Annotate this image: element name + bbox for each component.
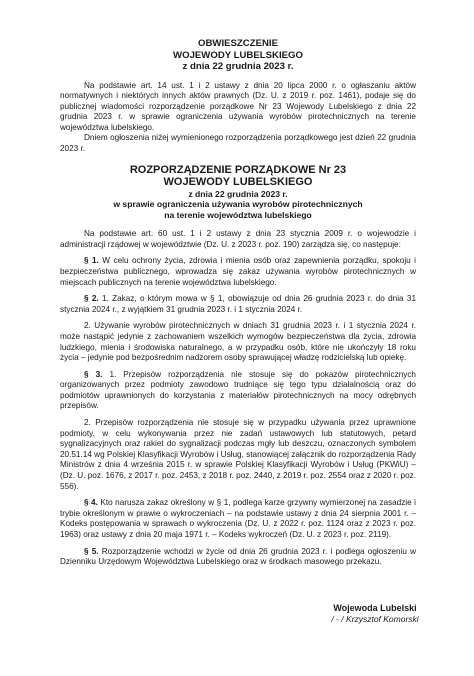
regulation-issuer: WOJEWODY LUBELSKIEGO [163,176,313,189]
regulation-date: z dnia 22 grudnia 2023 r. [188,188,288,199]
section-3-point-2: 2. Przepisów rozporządzenia nie stosuje się w przypadku używania przez uprawnione podmioty, w celu wykonywania przez nie zadań ustawowych lub statutowych, petard sygnalizacyjnych oraz rakiet do sygnalizacji podczas mgły lub deszczu, oznaczonych symbolem 20.51.14 wg Polskiej Klasyfikacji Wyrobów i Usług, stanowiącej załącznik do rozporządzenia Rady Ministrów z dnia 4 września 2015 r. w sprawie Polskiej Klasyfikacji Wyrobów i Usług (PKWiU) – (Dz. U. poz. 1676, z 2017 r. poz. 2453, z 2018 r. poz. 2440, z 2019 r. poz. 2554 oraz z 2020 r. poz. 556). [60,418,416,491]
notice-paragraph-1: Na podstawie art. 14 ust. 1 i 2 ustawy z dnia 20 lipca 2000 r. o ogłaszaniu aktów normatywnych i niektórych innych aktów prawnych (Dz. U. z 2019 r. poz. 1461), podaje się do publicznej wiadomości rozporządzenie porządkowe Nr 23 Wojewody Lubelskiego z dnia 22 grudnia 2023 r. w sprawie ograniczenia używania wyrobów pirotechnicznych na terenie województwa lubelskiego. [60,80,416,132]
section-4-label: § 4. [84,498,98,508]
section-2 [60,294,416,315]
section-1-label: § 1. [84,256,99,266]
regulation-title: ROZPORZĄDZENIE PORZĄDKOWE Nr 23 [129,163,347,176]
signature-block [300,603,450,625]
legal-basis: Na podstawie art. 60 ust. 1 i 2 ustawy z dnia 23 stycznia 2009 r. o wojewodzie i administracji rządowej w województwie (Dz. U. z 2023 r. poz. 190) zarządza się, co następuje: [60,229,416,249]
section-3-point-1: 1. Przepisów rozporządzenia nie stosuje się do pokazów pirotechnicznych organizowanych przez podmioty zawodowo trudniące się tego typu działalnością oraz do podmiotów uprawnionych do korzystania z materiałów pirotechnicznych na mocy odrębnych przepisów. [60,369,416,411]
section-2-label: § 2. [84,294,99,304]
section-1-text: W celu ochrony życia, zdrowia i mienia osób oraz zapewnienia porządku, spokoju i bezpieczeństwa publicznego, wprowadza się zakaz używania wyrobów pirotechnicznych w miejscach publicznych na terenie województwa lubelskiego. [60,256,416,287]
notice-date: z dnia 22 grudnia 2023 r. [182,61,294,72]
section-3-label: § 3. [84,369,103,379]
section-5-label: § 5. [84,546,99,556]
section-2-point-1: 1. Zakaz, o którym mowa w § 1, obowiązuje od dnia 26 grudnia 2023 r. do dnia 31 stycznia 2024 r., z wyjątkiem 31 grudnia 2023 r. i 1 stycznia 2024 r. [60,294,416,314]
regulation-subject-line-2: na terenie województwa lubelskiego [164,209,312,220]
section-3 [60,370,416,412]
notice-paragraph-2: Dniem ogłoszenia niżej wymienionego rozporządzenia porządkowego jest dzień 22 grudnia 2023 r. [60,133,416,154]
section-4-text: Kto narusza zakaz określony w § 1, podlega karze grzywny wymierzonej na zasadzie i trybie określonym w prawie o wykroczeniach – na podstawie ustawy z dnia 24 sierpnia 2001 r. – Kodeks postępowania w sprawach o wykroczenia (Dz. U. z 2022 r. poz. 1124 oraz z 2023 r. poz. 1963) oraz ustawy z dnia 20 maja 1971 r. – Kodeks wykroczeń (Dz. U. z 2023 r. poz. 2119). [60,498,416,539]
section-5-text: Rozporządzenie wchodzi w życie od dnia 26 grudnia 2023 r. i podlega ogłoszeniu w Dzienniku Urzędowym Województwa Lubelskiego oraz w środkach masowego przekazu. [60,546,416,567]
signatory-title: Wojewoda Lubelski [333,603,417,613]
section-1 [60,256,416,288]
section-2-point-2: 2. Używanie wyrobów pirotechnicznych w dniach 31 grudnia 2023 r. i 1 stycznia 2024 r. może nastąpić jedynie z zachowaniem wszelkich wymogów bezpieczeństwa dla życia, zdrowia ludzkiego, mienia i środowiska naturalnego, a w przypadku osób, które nie ukończyły 18 roku życia – jedynie pod bezpośrednim nadzorem osoby sprawującej władzę rodzicielską lub opiekę. [60,321,416,363]
notice-issuer: WOJEWODY LUBELSKIEGO [173,49,303,61]
section-4 [60,498,416,540]
document-page [60,38,416,568]
signatory-name: / - / Krzysztof Komorski [331,614,419,624]
section-5 [60,547,416,568]
regulation-subject-line-1: w sprawie ograniczenia używania wyrobów pirotechnicznych [113,199,363,210]
notice-heading: OBWIESZCZENIE [198,38,278,49]
